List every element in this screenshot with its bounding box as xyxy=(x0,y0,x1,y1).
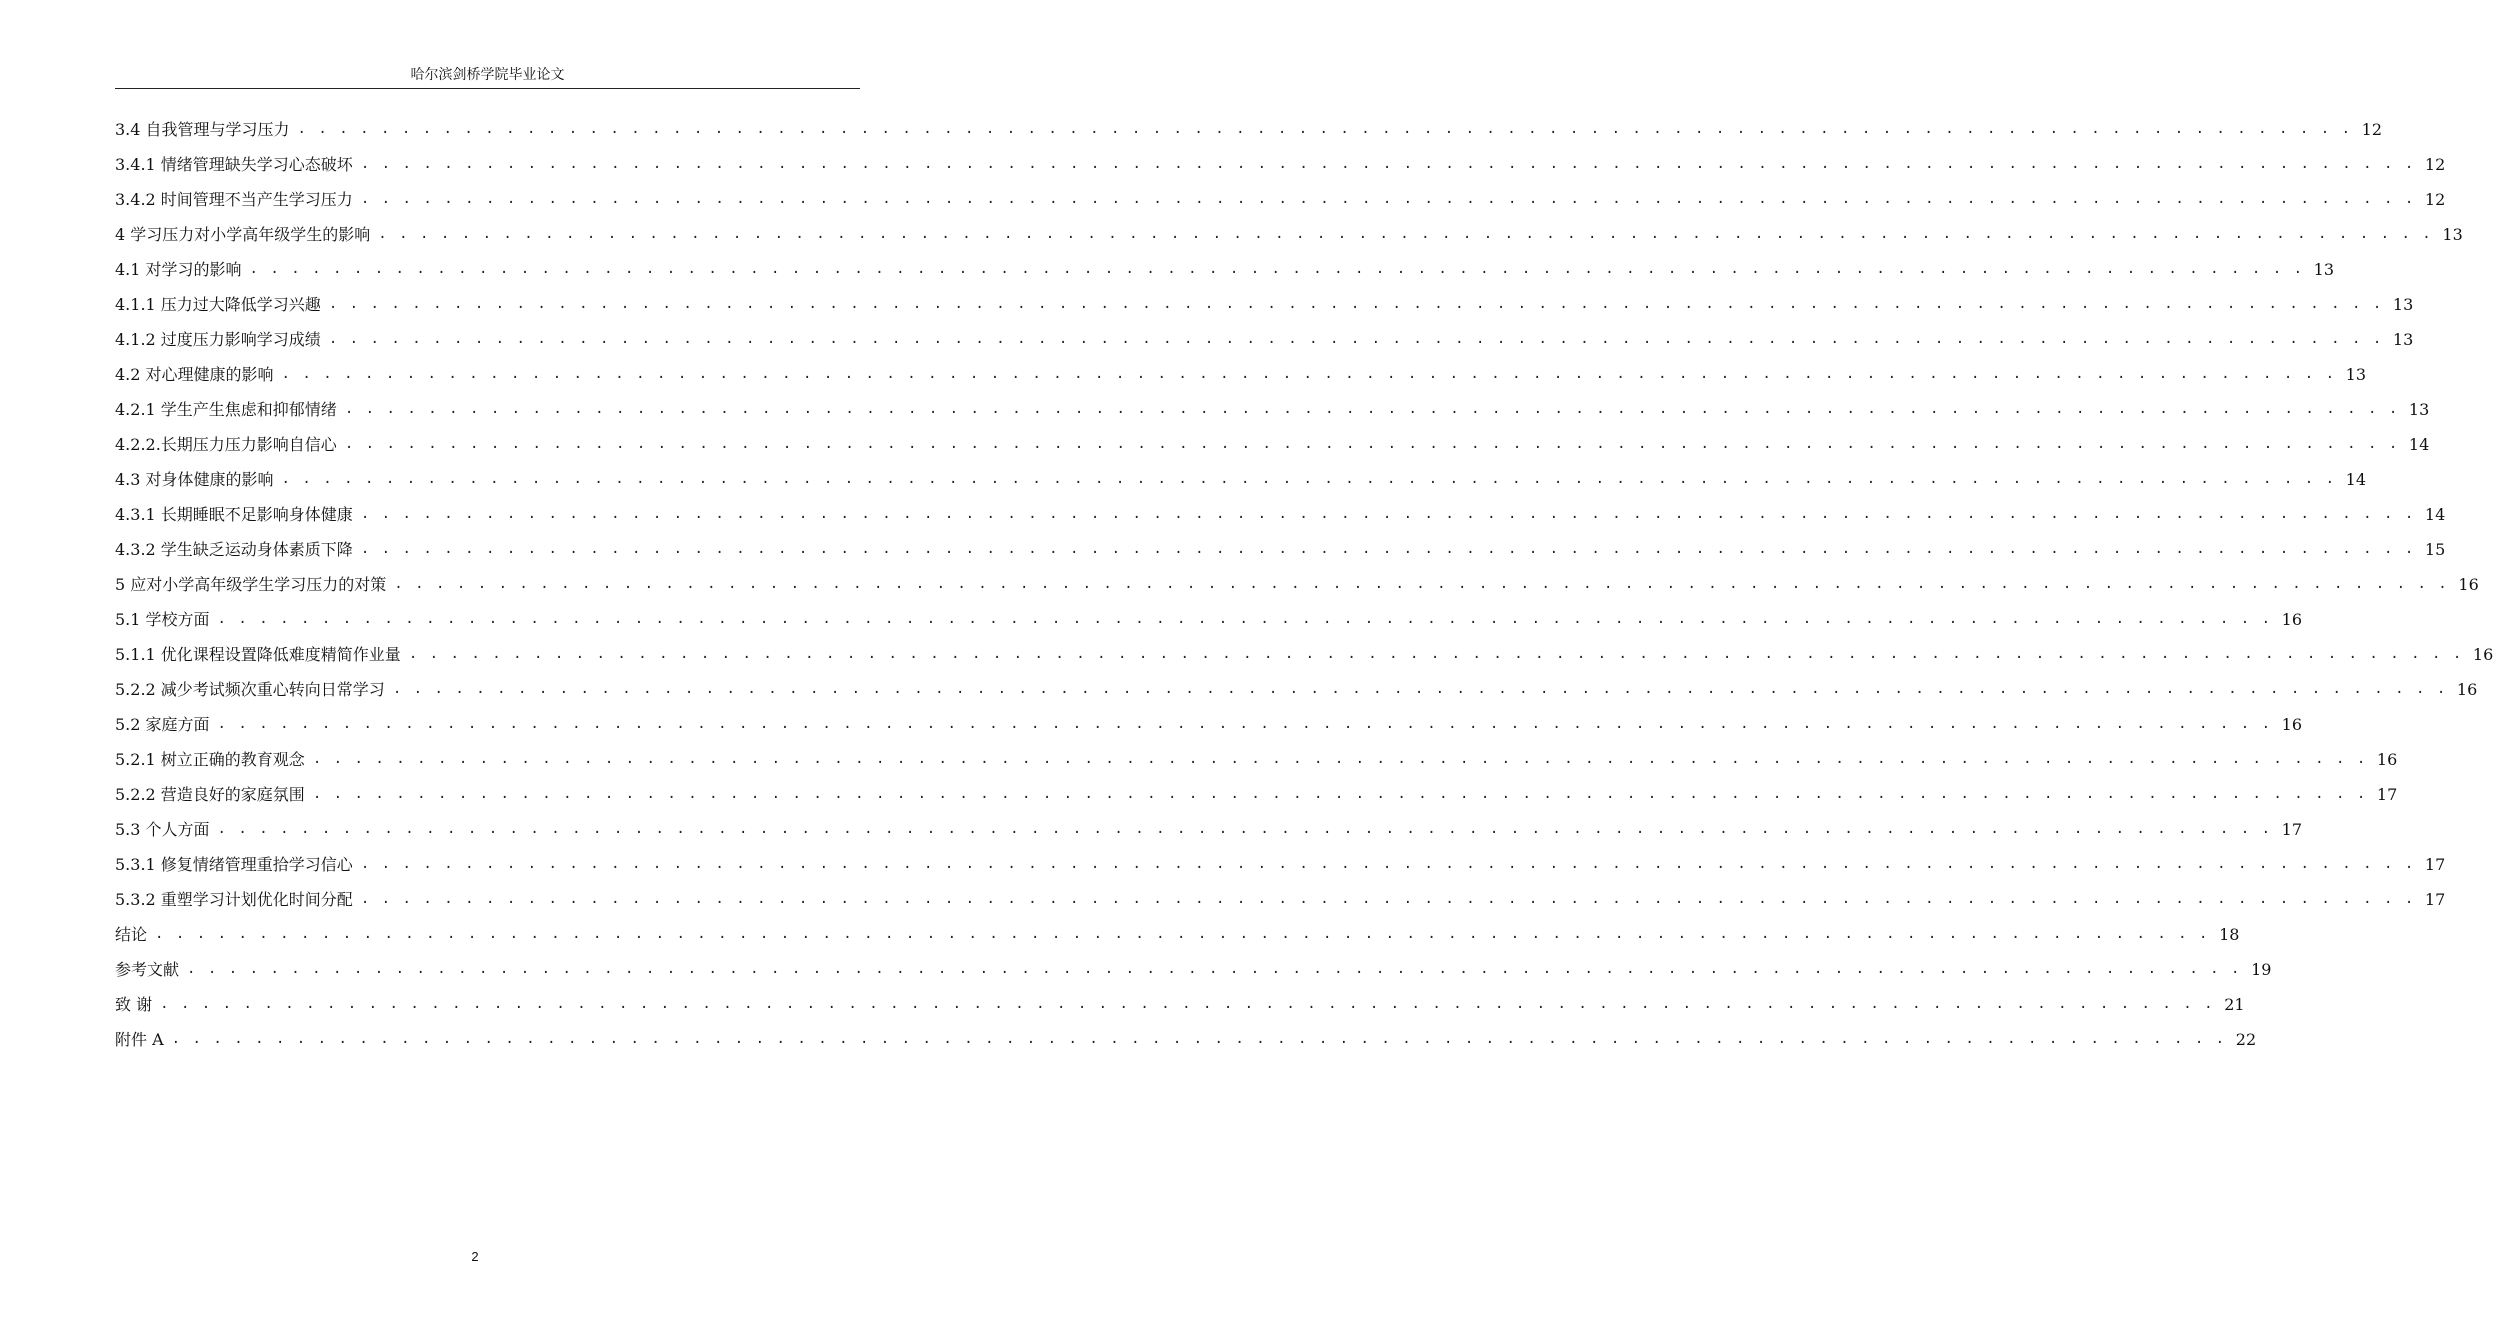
toc-entry-page: 13 xyxy=(2392,330,2414,349)
toc-entry-page: 19 xyxy=(2251,960,2272,979)
toc-entry-title: 5.3.1 修复情绪管理重拾学习信心 xyxy=(115,855,353,874)
toc-entry-page: 17 xyxy=(2424,890,2446,909)
toc-entry-title: 4.1.1 压力过大降低学习兴趣 xyxy=(115,295,321,314)
toc-entry-page: 16 xyxy=(2376,750,2398,769)
toc-entry-page: 15 xyxy=(2424,540,2446,559)
toc-entry-page: 13 xyxy=(2392,295,2414,314)
toc-dot-leader: . . . . . . . . . . . . . . . . . . . . . . . . . . . . . . . . . . . . . . . . . . . . . . . . . . . . . . . . . . . . . . . . . . . . . . . . . . . . . . . . . . . . . . . . . . . . . . . . . . . xyxy=(281,471,2337,487)
toc-entry[interactable] xyxy=(115,742,2398,777)
toc-entry-title: 5.2 家庭方面 xyxy=(115,715,210,734)
toc-dot-leader: . . . . . . . . . . . . . . . . . . . . . . . . . . . . . . . . . . . . . . . . . . . . . . . . . . . . . . . . . . . . . . . . . . . . . . . . . . . . . . . . . . . . . . . . . . . . . . . . . . . xyxy=(344,401,2400,417)
toc-entry[interactable] xyxy=(115,812,2303,847)
toc-entry-title: 附件 A xyxy=(115,1030,164,1049)
header-divider xyxy=(115,88,860,89)
toc-entry[interactable] xyxy=(115,777,2398,812)
toc-entry[interactable] xyxy=(115,392,2430,427)
toc-entry-page: 17 xyxy=(2376,785,2398,804)
toc-entry-title: 4.2.1 学生产生焦虑和抑郁情绪 xyxy=(115,400,337,419)
toc-entry-title: 3.4.1 情绪管理缺失学习心态破坏 xyxy=(115,155,353,174)
toc-entry-title: 5.2.1 树立正确的教育观念 xyxy=(115,750,305,769)
toc-entry[interactable] xyxy=(115,427,2430,462)
toc-entry[interactable] xyxy=(115,847,2446,882)
toc-entry[interactable] xyxy=(115,567,2479,602)
toc-entry-title: 4.3 对身体健康的影响 xyxy=(115,470,274,489)
toc-entry-title: 5.3 个人方面 xyxy=(115,820,210,839)
toc-entry[interactable] xyxy=(115,497,2446,532)
toc-entry-title: 参考文献 xyxy=(115,960,180,979)
toc-dot-leader: . . . . . . . . . . . . . . . . . . . . . . . . . . . . . . . . . . . . . . . . . . . . . . . . . . . . . . . . . . . . . . . . . . . . . . . . . . . . . . . . . . . . . . . . . . . . . . . . . . . xyxy=(360,891,2416,907)
toc-entry[interactable] xyxy=(115,637,2493,672)
toc-dot-leader: . . . . . . . . . . . . . . . . . . . . . . . . . . . . . . . . . . . . . . . . . . . . . . . . . . . . . . . . . . . . . . . . . . . . . . . . . . . . . . . . . . . . . . . . . . . . . . . . . . . xyxy=(394,576,2449,592)
toc-dot-leader: . . . . . . . . . . . . . . . . . . . . . . . . . . . . . . . . . . . . . . . . . . . . . . . . . . . . . . . . . . . . . . . . . . . . . . . . . . . . . . . . . . . . . . . . . . . . . . . . . . . xyxy=(378,226,2433,242)
toc-dot-leader: . . . . . . . . . . . . . . . . . . . . . . . . . . . . . . . . . . . . . . . . . . . . . . . . . . . . . . . . . . . . . . . . . . . . . . . . . . . . . . . . . . . . . . . . . . . . . . . . . . . xyxy=(392,681,2448,697)
toc-entry-page: 13 xyxy=(2345,365,2367,384)
toc-entry[interactable] xyxy=(115,987,2245,1022)
toc-entry-page: 22 xyxy=(2235,1030,2257,1049)
toc-entry[interactable] xyxy=(115,532,2446,567)
toc-entry-page: 16 xyxy=(2456,680,2478,699)
toc-entry-page: 12 xyxy=(2361,120,2383,139)
toc-entry-title: 5.2.2 减少考试频次重心转向日常学习 xyxy=(115,680,385,699)
toc-entry-page: 13 xyxy=(2408,400,2430,419)
toc-dot-leader: . . . . . . . . . . . . . . . . . . . . . . . . . . . . . . . . . . . . . . . . . . . . . . . . . . . . . . . . . . . . . . . . . . . . . . . . . . . . . . . . . . . . . . . . . . . . . . . . . . . xyxy=(297,121,2353,137)
toc-entry[interactable] xyxy=(115,252,2335,287)
toc-entry[interactable] xyxy=(115,182,2446,217)
toc-entry-title: 4.1.2 过度压力影响学习成绩 xyxy=(115,330,321,349)
toc-dot-leader: . . . . . . . . . . . . . . . . . . . . . . . . . . . . . . . . . . . . . . . . . . . . . . . . . . . . . . . . . . . . . . . . . . . . . . . . . . . . . . . . . . . . . . . . . . . . . . . . . . . xyxy=(312,751,2368,767)
toc-entry-title: 3.4 自我管理与学习压力 xyxy=(115,120,290,139)
toc-entry-page: 17 xyxy=(2424,855,2446,874)
toc-entry-title: 4.3.2 学生缺乏运动身体素质下降 xyxy=(115,540,353,559)
toc-entry-page: 14 xyxy=(2408,435,2430,454)
toc-entry[interactable] xyxy=(115,882,2446,917)
toc-dot-leader: . . . . . . . . . . . . . . . . . . . . . . . . . . . . . . . . . . . . . . . . . . . . . . . . . . . . . . . . . . . . . . . . . . . . . . . . . . . . . . . . . . . . . . . . . . . . . . . . . . . xyxy=(360,156,2416,172)
toc-entry-title: 3.4.2 时间管理不当产生学习压力 xyxy=(115,190,353,209)
toc-entry[interactable] xyxy=(115,602,2303,637)
toc-entry-page: 18 xyxy=(2219,925,2240,944)
toc-dot-leader: . . . . . . . . . . . . . . . . . . . . . . . . . . . . . . . . . . . . . . . . . . . . . . . . . . . . . . . . . . . . . . . . . . . . . . . . . . . . . . . . . . . . . . . . . . . . . . . . . . . xyxy=(360,506,2416,522)
toc-entry[interactable] xyxy=(115,322,2414,357)
toc-entry[interactable] xyxy=(115,952,2272,987)
toc-entry-page: 16 xyxy=(2458,575,2479,594)
toc-entry-page: 14 xyxy=(2345,470,2367,489)
toc-entry[interactable] xyxy=(115,217,2463,252)
toc-entry-title: 4 学习压力对小学高年级学生的影响 xyxy=(115,225,371,244)
toc-dot-leader: . . . . . . . . . . . . . . . . . . . . . . . . . . . . . . . . . . . . . . . . . . . . . . . . . . . . . . . . . . . . . . . . . . . . . . . . . . . . . . . . . . . . . . . . . . . . . . . . . . . xyxy=(217,821,2273,837)
toc-entry-title: 5.1.1 优化课程设置降低难度精简作业量 xyxy=(115,645,401,664)
toc-dot-leader: . . . . . . . . . . . . . . . . . . . . . . . . . . . . . . . . . . . . . . . . . . . . . . . . . . . . . . . . . . . . . . . . . . . . . . . . . . . . . . . . . . . . . . . . . . . . . . . . . . . xyxy=(360,191,2416,207)
toc-entry-page: 16 xyxy=(2472,645,2493,664)
toc-entry-page: 16 xyxy=(2281,610,2303,629)
toc-dot-leader: . . . . . . . . . . . . . . . . . . . . . . . . . . . . . . . . . . . . . . . . . . . . . . . . . . . . . . . . . . . . . . . . . . . . . . . . . . . . . . . . . . . . . . . . . . . . . . . . . . . xyxy=(249,261,2305,277)
toc-entry[interactable] xyxy=(115,1022,2257,1057)
toc-entry-title: 4.3.1 长期睡眠不足影响身体健康 xyxy=(115,505,353,524)
toc-entry[interactable] xyxy=(115,462,2367,497)
toc-dot-leader: . . . . . . . . . . . . . . . . . . . . . . . . . . . . . . . . . . . . . . . . . . . . . . . . . . . . . . . . . . . . . . . . . . . . . . . . . . . . . . . . . . . . . . . . . . . . . . . . . . . xyxy=(160,996,2215,1012)
toc-entry[interactable] xyxy=(115,147,2446,182)
toc-entry-title: 5 应对小学高年级学生学习压力的对策 xyxy=(115,575,387,594)
toc-entry-title: 4.2.2.长期压力压力影响自信心 xyxy=(115,435,337,454)
toc-entry-page: 13 xyxy=(2442,225,2463,244)
toc-entry-page: 12 xyxy=(2424,190,2446,209)
toc-dot-leader: . . . . . . . . . . . . . . . . . . . . . . . . . . . . . . . . . . . . . . . . . . . . . . . . . . . . . . . . . . . . . . . . . . . . . . . . . . . . . . . . . . . . . . . . . . . . . . . . . . . xyxy=(328,331,2384,347)
toc-entry-page: 16 xyxy=(2281,715,2303,734)
toc-entry-title: 5.2.2 营造良好的家庭氛围 xyxy=(115,785,305,804)
toc-entry[interactable] xyxy=(115,672,2478,707)
toc-dot-leader: . . . . . . . . . . . . . . . . . . . . . . . . . . . . . . . . . . . . . . . . . . . . . . . . . . . . . . . . . . . . . . . . . . . . . . . . . . . . . . . . . . . . . . . . . . . . . . . . . . . xyxy=(187,961,2242,977)
toc-entry-title: 4.1 对学习的影响 xyxy=(115,260,242,279)
toc-dot-leader: . . . . . . . . . . . . . . . . . . . . . . . . . . . . . . . . . . . . . . . . . . . . . . . . . . . . . . . . . . . . . . . . . . . . . . . . . . . . . . . . . . . . . . . . . . . . . . . . . . . xyxy=(217,611,2273,627)
toc-entry[interactable] xyxy=(115,707,2303,742)
toc-entry-title: 致 谢 xyxy=(115,995,153,1014)
page-header-title: 哈尔滨剑桥学院毕业论文 xyxy=(410,67,565,83)
toc-entry-title: 5.1 学校方面 xyxy=(115,610,210,629)
toc-dot-leader: . . . . . . . . . . . . . . . . . . . . . . . . . . . . . . . . . . . . . . . . . . . . . . . . . . . . . . . . . . . . . . . . . . . . . . . . . . . . . . . . . . . . . . . . . . . . . . . . . . . xyxy=(408,646,2464,662)
toc-entry-title: 5.3.2 重塑学习计划优化时间分配 xyxy=(115,890,353,909)
toc-entry-title: 结论 xyxy=(115,925,148,944)
toc-entry-page: 13 xyxy=(2313,260,2335,279)
toc-dot-leader: . . . . . . . . . . . . . . . . . . . . . . . . . . . . . . . . . . . . . . . . . . . . . . . . . . . . . . . . . . . . . . . . . . . . . . . . . . . . . . . . . . . . . . . . . . . . . . . . . . . xyxy=(155,926,2210,942)
toc-dot-leader: . . . . . . . . . . . . . . . . . . . . . . . . . . . . . . . . . . . . . . . . . . . . . . . . . . . . . . . . . . . . . . . . . . . . . . . . . . . . . . . . . . . . . . . . . . . . . . . . . . . xyxy=(328,296,2384,312)
toc-entry[interactable] xyxy=(115,357,2367,392)
toc-entry[interactable] xyxy=(115,287,2414,322)
toc-entry-page: 12 xyxy=(2424,155,2446,174)
toc-dot-leader: . . . . . . . . . . . . . . . . . . . . . . . . . . . . . . . . . . . . . . . . . . . . . . . . . . . . . . . . . . . . . . . . . . . . . . . . . . . . . . . . . . . . . . . . . . . . . . . . . . . xyxy=(217,716,2273,732)
page-number: 2 xyxy=(471,1249,479,1264)
toc-entry-page: 21 xyxy=(2224,995,2245,1014)
toc-dot-leader: . . . . . . . . . . . . . . . . . . . . . . . . . . . . . . . . . . . . . . . . . . . . . . . . . . . . . . . . . . . . . . . . . . . . . . . . . . . . . . . . . . . . . . . . . . . . . . . . . . . xyxy=(312,786,2368,802)
toc-entry-page: 17 xyxy=(2281,820,2303,839)
toc-entry-page: 14 xyxy=(2424,505,2446,524)
toc-entry[interactable] xyxy=(115,917,2240,952)
toc-entry[interactable] xyxy=(115,112,2383,147)
table-of-contents xyxy=(115,112,2493,1057)
toc-dot-leader: . . . . . . . . . . . . . . . . . . . . . . . . . . . . . . . . . . . . . . . . . . . . . . . . . . . . . . . . . . . . . . . . . . . . . . . . . . . . . . . . . . . . . . . . . . . . . . . . . . . xyxy=(344,436,2400,452)
toc-dot-leader: . . . . . . . . . . . . . . . . . . . . . . . . . . . . . . . . . . . . . . . . . . . . . . . . . . . . . . . . . . . . . . . . . . . . . . . . . . . . . . . . . . . . . . . . . . . . . . . . . . . xyxy=(360,541,2416,557)
toc-dot-leader: . . . . . . . . . . . . . . . . . . . . . . . . . . . . . . . . . . . . . . . . . . . . . . . . . . . . . . . . . . . . . . . . . . . . . . . . . . . . . . . . . . . . . . . . . . . . . . . . . . . xyxy=(360,856,2416,872)
toc-dot-leader: . . . . . . . . . . . . . . . . . . . . . . . . . . . . . . . . . . . . . . . . . . . . . . . . . . . . . . . . . . . . . . . . . . . . . . . . . . . . . . . . . . . . . . . . . . . . . . . . . . . xyxy=(281,366,2337,382)
toc-dot-leader: . . . . . . . . . . . . . . . . . . . . . . . . . . . . . . . . . . . . . . . . . . . . . . . . . . . . . . . . . . . . . . . . . . . . . . . . . . . . . . . . . . . . . . . . . . . . . . . . . . . xyxy=(171,1031,2227,1047)
toc-entry-title: 4.2 对心理健康的影响 xyxy=(115,365,274,384)
